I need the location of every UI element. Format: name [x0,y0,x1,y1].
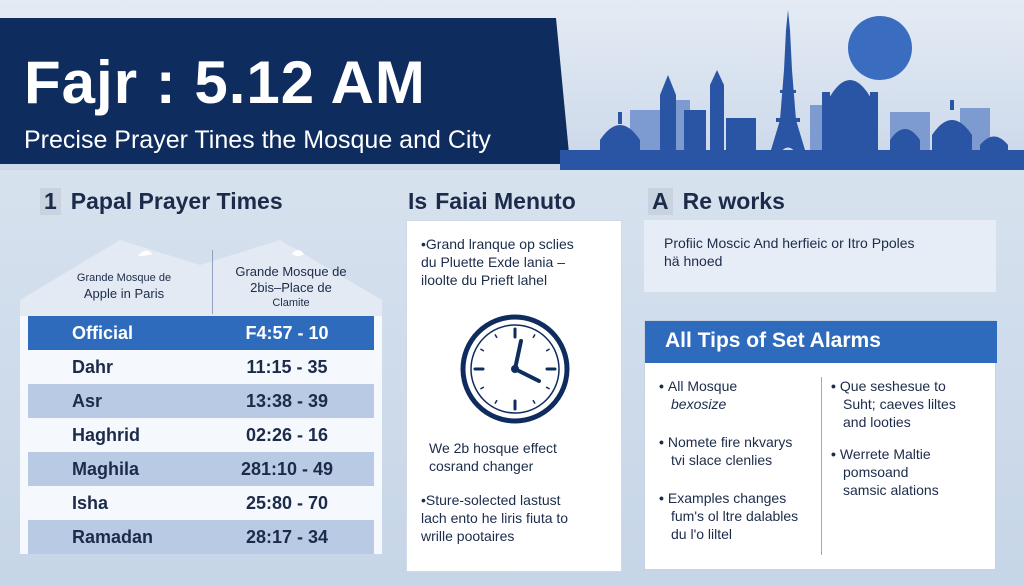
table-row [28,486,374,520]
prayer-time: 13:38 - 39 [245,390,329,411]
card-top-text: •Grand lranque op sclies du Pluette Exde lania – iloolte du Prieft lahel [421,236,574,289]
section-number: Is [408,188,428,214]
prayer-name: Maghila [72,458,140,479]
alarms-panel [644,320,996,570]
prayer-time: 11:15 - 35 [246,356,328,377]
prayer-name: Haghrid [72,424,141,445]
tip-item: • Que seshesue to Suht; caeves liltes and looties [831,378,956,431]
alarms-title: All Tips of Set Alarms [645,321,997,363]
prayer-name: Official [72,322,134,343]
prayer-name: Isha [72,492,109,513]
bullet-icon: • [831,446,836,462]
title-panel [0,18,556,164]
paris-skyline-illustration [560,0,1024,170]
page-subtitle: Precise Prayer Tines the Mosque and City [24,126,491,154]
bullet-icon: • [659,378,664,394]
clock-icon [459,313,571,425]
section-heading-menuto [408,188,576,215]
prayer-name: Dahr [72,356,114,377]
section-heading-prayer-times [40,188,283,215]
table-row [28,384,374,418]
section-number: A [648,188,673,215]
tip-item: • All Mosque bexosize [659,378,738,413]
column-divider [212,250,213,314]
table-row [28,520,374,554]
section-label: Papal Prayer Times [70,188,283,214]
bullet-icon: • [831,378,836,394]
table-row [28,350,374,384]
works-text: Profiic Moscic And herfieic or Itro Ppoles hä hnoed [664,235,915,270]
prayer-times-table [20,240,382,570]
section-label: Re works [682,188,785,214]
page-title: Fajr : 5.12 AM [24,49,426,116]
table-row [28,316,374,350]
table-header-left: Grande Mosque de Apple in Paris [76,272,172,301]
tip-item: • Nomete fire nkvarys tvi slace clenlies [659,434,793,469]
prayer-time: 25:80 - 70 [245,492,329,513]
tip-item: • Werrete Maltie pomsoand samsic alations [831,446,939,499]
table-header-right: Grande Mosque de 2bis–Place de Clamite [235,264,347,309]
prayer-time: F4:57 - 10 [245,322,329,343]
works-card [644,220,996,292]
tips-divider [821,377,822,555]
prayer-name: Asr [72,390,103,411]
table-row [28,452,374,486]
section-heading-works [648,188,785,215]
table-row [28,418,374,452]
bullet-icon: • [659,434,664,450]
prayer-time: 28:17 - 34 [245,526,329,547]
section-number: 1 [40,188,61,215]
card-bottom-text: •Sture-solected lastust lach ento he liris fiuta to wrille pootaires [421,492,569,545]
prayer-time: 02:26 - 16 [245,424,329,445]
prayer-name: Ramadan [72,526,154,547]
section-label: Faiai Menuto [435,188,576,214]
table-body [20,316,382,554]
menuto-card [406,220,622,572]
prayer-time: 281:10 - 49 [240,458,334,479]
card-effect-text: We 2b hosque effect cosrand changer [429,440,557,475]
moon-icon [848,16,912,80]
bullet-icon: • [659,490,664,506]
tip-item: • Examples changes fum's ol ltre dalables du l'o liltel [659,490,799,543]
